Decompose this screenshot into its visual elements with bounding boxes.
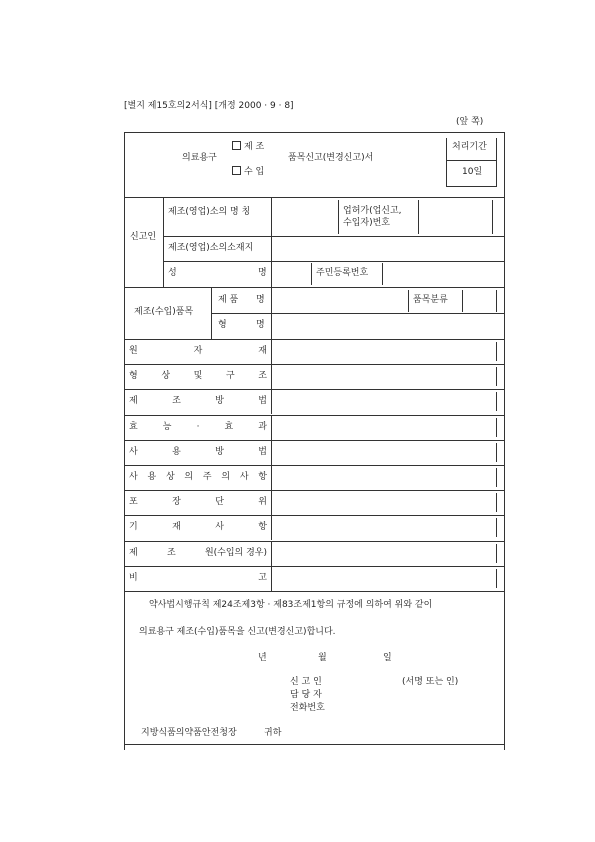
row-label-char: 재: [258, 346, 267, 356]
row-label-divider: [271, 389, 272, 414]
row-label-char: 효: [129, 422, 138, 432]
row-label-char: 형: [129, 371, 138, 381]
row-label: [129, 573, 267, 584]
row-label-char: 사: [129, 447, 138, 457]
page-side-label: (앞 쪽): [456, 117, 484, 127]
row-label: [129, 346, 267, 357]
row-value-end: [496, 468, 497, 487]
row-label-char: 구: [225, 371, 235, 381]
product-row-line: [211, 313, 504, 314]
processing-box-left: [446, 138, 447, 186]
person-in-charge-label: 담 당 자: [290, 690, 322, 700]
classification-value-right: [496, 290, 497, 312]
row-label-char: 과: [258, 422, 267, 432]
row-label: [129, 447, 267, 458]
section-divider: [124, 197, 505, 198]
row-label-divider: [271, 566, 272, 591]
processing-box-divider: [446, 160, 497, 161]
row-label: [129, 497, 267, 508]
establishment-name-label: 제조(영업)소의 명 칭: [168, 207, 251, 217]
row-label-divider: [271, 415, 272, 440]
row-label-char: 원: [129, 346, 138, 356]
row-top-line: [124, 415, 505, 416]
row-value-end: [496, 569, 497, 588]
row-top-line: [124, 490, 505, 491]
row-label-char: 사: [129, 472, 138, 482]
section-divider: [124, 287, 505, 288]
processing-period-value: 10일: [462, 167, 483, 177]
resident-number-label: 주민등록번호: [316, 268, 369, 278]
option-manufacture[interactable]: 제 조: [232, 141, 264, 153]
form-left-border: [124, 132, 125, 750]
row-label-char: 제: [129, 396, 138, 406]
rows-bottom-line: [124, 591, 505, 592]
product-name-b: 명: [256, 295, 265, 305]
row-value-end: [496, 493, 497, 512]
row-label-char: 비: [129, 573, 138, 583]
signature-or-seal: (서명 또는 인): [402, 677, 459, 687]
row-label-char: 포: [129, 497, 138, 507]
reporter-row-line: [163, 261, 504, 262]
row-label-divider: [271, 515, 272, 540]
checkbox-manufacture[interactable]: [232, 141, 241, 150]
device-label: 의료용구: [182, 153, 217, 163]
declaration-line2: 의료용구 제조(수입)품목을 신고(변경신고)합니다.: [139, 627, 336, 637]
row-label-char: 고: [258, 573, 267, 583]
license-column-right: [418, 200, 419, 234]
row-label-char: 사: [215, 522, 224, 532]
row-label-char: 장: [172, 497, 181, 507]
model-name-b: 명: [256, 320, 265, 330]
row-label: [129, 472, 267, 483]
row-value-end: [496, 418, 497, 437]
form-title: 품목신고(변경신고)서: [288, 153, 374, 163]
row-top-line: [124, 339, 505, 340]
row-label-char: 용: [147, 472, 157, 482]
row-label-char: 능: [162, 422, 172, 432]
row-value-end: [496, 392, 497, 411]
row-label-char: 상: [165, 472, 175, 482]
row-label-char: 상: [161, 371, 171, 381]
row-top-line: [124, 541, 505, 542]
resident-column-left: [311, 263, 312, 285]
row-label-char: 방: [215, 396, 224, 406]
classification-label: 품목분류: [413, 295, 448, 305]
row-label-char: 법: [258, 396, 267, 406]
establishment-address-label: 제조(영업)소의소재지: [168, 243, 254, 253]
row-label-char: ·: [196, 422, 200, 432]
row-label-char: 의: [221, 472, 231, 482]
row-label-char: 위: [258, 497, 267, 507]
form-reference: [별지 제15호의2서식] [개정 2000 · 9 · 8]: [124, 101, 294, 111]
row-label-char: 항: [258, 522, 267, 532]
row-label-char: 효: [224, 422, 234, 432]
phone-label: 전화번호: [290, 703, 325, 713]
row-label-divider: [271, 364, 272, 389]
row-label-char: 자: [193, 346, 203, 356]
row-top-line: [124, 389, 505, 390]
classification-column-right: [462, 290, 463, 312]
row-label-char: 사: [239, 472, 249, 482]
reporter-group-label: 신고인: [130, 232, 157, 242]
row-label-char: 원(수입의 경우): [204, 548, 267, 558]
checkbox-import[interactable]: [232, 166, 241, 175]
row-value-end: [496, 342, 497, 361]
row-top-line: [124, 566, 505, 567]
row-value-end: [496, 367, 497, 386]
declaration-line1: 약사법시행규칙 제24조제3항 · 제83조제1항의 규정에 의하여 위와 같이: [149, 600, 433, 610]
representative-name-a: 성: [168, 268, 177, 278]
row-label-divider: [271, 339, 272, 364]
license-label-line1: 업허가(업신고,: [343, 206, 402, 216]
row-label-char: 조: [166, 548, 176, 558]
model-name-a: 형: [218, 320, 227, 330]
classification-column-left: [408, 290, 409, 312]
addressee: 지방식품의약품안전청장: [141, 728, 237, 738]
date-year: 년: [258, 653, 267, 663]
row-label-divider: [271, 490, 272, 515]
date-month: 월: [318, 653, 327, 663]
option-import[interactable]: 수 입: [232, 166, 264, 178]
reporter-signature-label: 신 고 인: [290, 677, 322, 687]
row-label-char: 주: [202, 472, 212, 482]
addressee-honorific: 귀하: [264, 728, 282, 738]
license-value-right: [492, 200, 493, 234]
processing-box-bottom: [446, 186, 497, 187]
row-label: [129, 422, 267, 433]
row-label-char: 법: [258, 447, 267, 457]
row-top-line: [124, 364, 505, 365]
row-label-divider: [271, 440, 272, 465]
form-bottom-border: [124, 744, 505, 745]
date-day: 일: [383, 653, 392, 663]
row-label-char: 제: [129, 548, 138, 558]
processing-period-label: 처리기간: [452, 142, 487, 152]
form-top-border: [124, 132, 505, 133]
product-name-a: 제 품: [218, 295, 239, 305]
row-label-divider: [271, 541, 272, 566]
row-label-char: 용: [172, 447, 181, 457]
row-label: [129, 396, 267, 407]
row-top-line: [124, 515, 505, 516]
reporter-column-line: [163, 197, 164, 287]
row-label-char: 조: [172, 396, 181, 406]
row-label-char: 단: [215, 497, 224, 507]
row-top-line: [124, 465, 505, 466]
row-label-char: 및: [193, 371, 203, 381]
row-label-char: 항: [258, 472, 267, 482]
row-value-end: [496, 518, 497, 537]
product-group-label: 제조(수입)품목: [134, 307, 194, 317]
row-label-char: 방: [215, 447, 224, 457]
resident-column-right: [382, 263, 383, 285]
row-label-char: 재: [172, 522, 181, 532]
processing-box-right: [496, 138, 497, 186]
row-label-char: 의: [184, 472, 194, 482]
license-column-left: [338, 200, 339, 234]
row-value-end: [496, 544, 497, 563]
row-label: [129, 548, 267, 559]
row-value-end: [496, 443, 497, 462]
representative-name-b: 명: [258, 268, 267, 278]
row-label: [129, 371, 267, 382]
row-label-char: 조: [258, 371, 267, 381]
row-label: [129, 522, 267, 533]
reporter-label-column-line: [271, 197, 272, 287]
license-label-line2: 수입자)번호: [343, 218, 390, 228]
form-right-border: [504, 132, 505, 750]
row-label-divider: [271, 465, 272, 490]
row-label-char: 기: [129, 522, 138, 532]
reporter-row-line: [163, 236, 504, 237]
row-top-line: [124, 440, 505, 441]
